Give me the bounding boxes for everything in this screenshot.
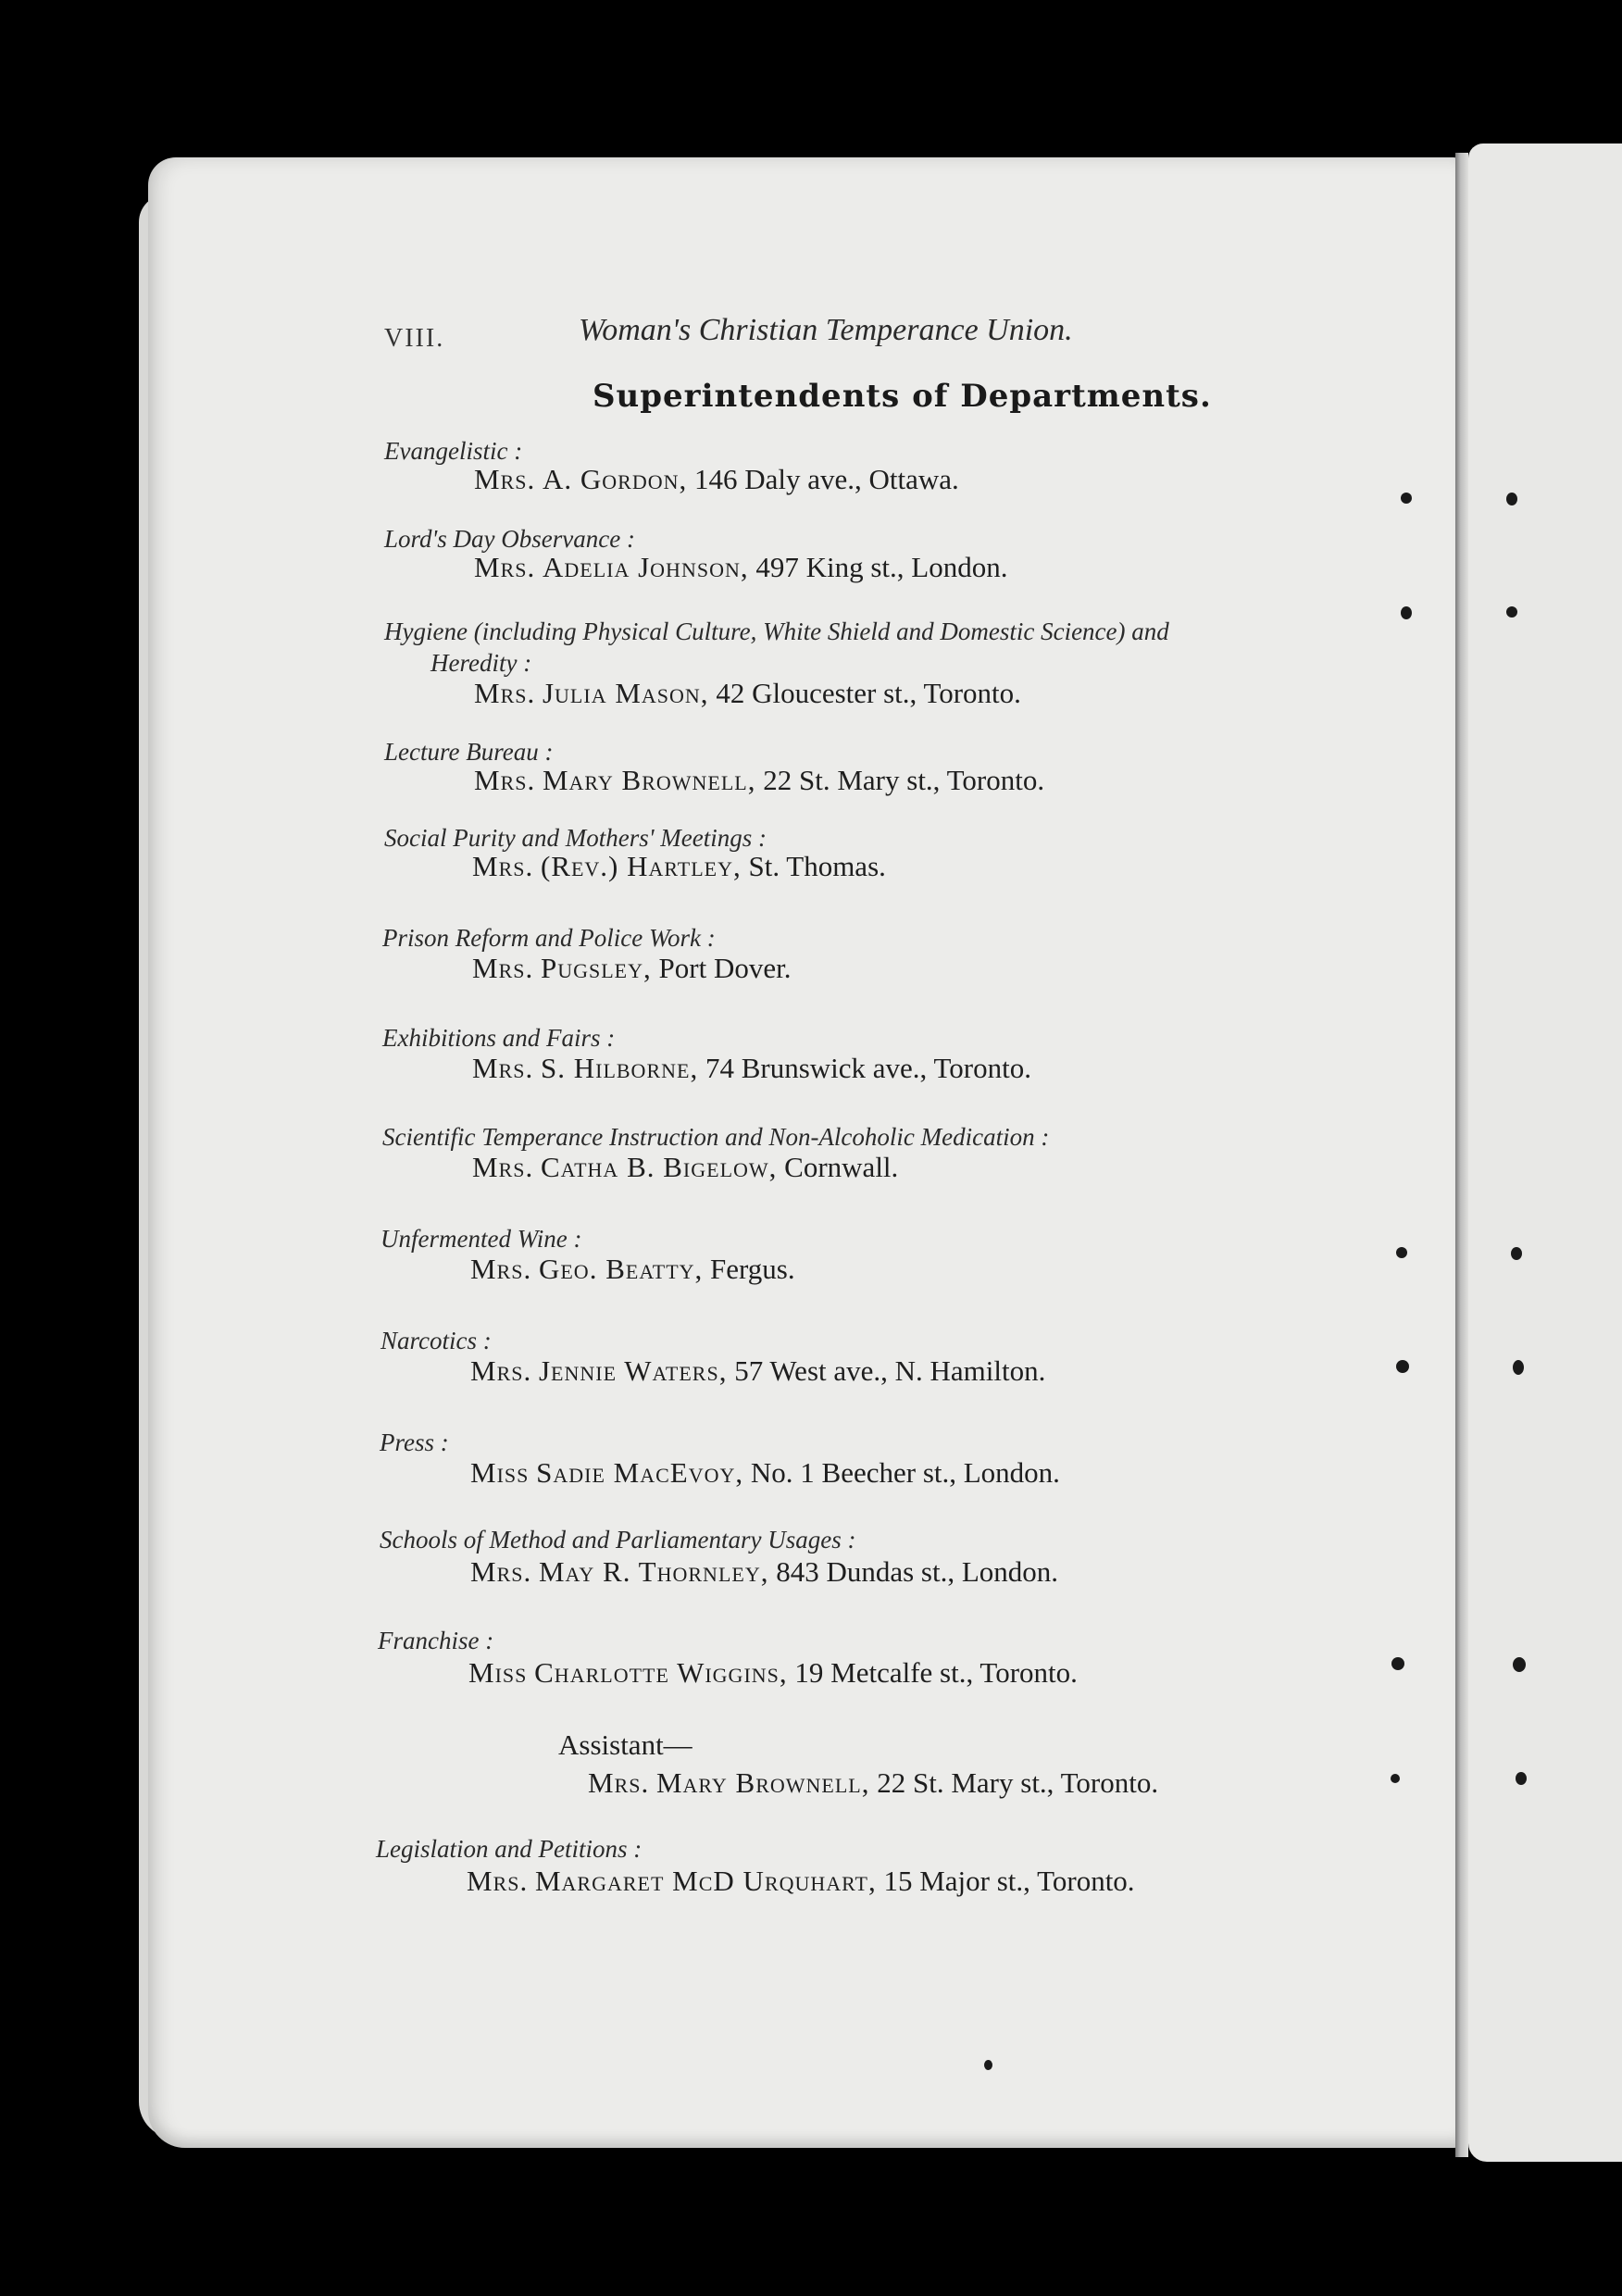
person-name: S. Hilborne, xyxy=(540,1052,699,1084)
binding-hole-mark xyxy=(1511,1247,1522,1260)
person-name: Catha B. Bigelow, xyxy=(540,1151,778,1183)
address: Cornwall. xyxy=(784,1151,899,1183)
person-name: Jennie Waters, xyxy=(538,1354,728,1387)
honorific: Mrs. xyxy=(472,1052,534,1084)
honorific: Miss xyxy=(470,1456,530,1489)
binding-hole-mark xyxy=(1506,606,1517,618)
binding-hole-mark xyxy=(1401,606,1412,619)
department-label: Schools of Method and Parliamentary Usages : xyxy=(380,1526,856,1554)
address: Port Dover. xyxy=(658,952,792,984)
address: 146 Daly ave., Ottawa. xyxy=(693,463,959,495)
superintendent-line xyxy=(472,850,886,883)
address: 497 King st., London. xyxy=(755,551,1008,583)
binding-hole-mark xyxy=(1513,1657,1526,1672)
ink-speck xyxy=(984,2060,992,2070)
honorific: Miss xyxy=(468,1656,528,1689)
address: 19 Metcalfe st., Toronto. xyxy=(794,1656,1078,1689)
running-title: Woman's Christian Temperance Union. xyxy=(579,313,1073,347)
page-number: VIII. xyxy=(384,324,445,353)
department-label: Hygiene (including Physical Culture, White Shield and Domestic Science) and xyxy=(384,618,1169,645)
department-label: Narcotics : xyxy=(381,1327,492,1354)
address: 22 St. Mary st., Toronto. xyxy=(877,1766,1159,1799)
address: No. 1 Beecher st., London. xyxy=(750,1456,1060,1489)
person-name: Geo. Beatty, xyxy=(538,1253,704,1285)
honorific: Mrs. xyxy=(474,551,536,583)
department-label: Unfermented Wine : xyxy=(381,1225,582,1253)
person-name: May R. Thornley, xyxy=(538,1555,769,1588)
superintendent-line xyxy=(474,463,959,496)
assistant-line xyxy=(588,1766,1158,1800)
address: 42 Gloucester st., Toronto. xyxy=(716,677,1021,709)
person-name: Mary Brownell, xyxy=(542,764,756,796)
binding-hole-mark xyxy=(1513,1360,1524,1375)
person-name: (Rev.) Hartley, xyxy=(540,850,742,882)
honorific: Mrs. xyxy=(470,1555,532,1588)
binding-hole-mark xyxy=(1516,1772,1527,1785)
department-label: Press : xyxy=(380,1429,449,1456)
binding-hole-mark xyxy=(1391,1657,1404,1670)
person-name: Julia Mason, xyxy=(542,677,709,709)
binding-hole-mark xyxy=(1396,1247,1407,1258)
address: Fergus. xyxy=(710,1253,795,1285)
address: 74 Brunswick ave., Toronto. xyxy=(705,1052,1031,1084)
honorific: Mrs. xyxy=(472,850,534,882)
superintendent-line xyxy=(474,677,1021,710)
honorific: Mrs. xyxy=(474,764,536,796)
superintendent-line xyxy=(470,1253,795,1286)
honorific: Mrs. xyxy=(474,677,536,709)
department-label-continued: Heredity : xyxy=(430,649,532,677)
department-label: Evangelistic : xyxy=(384,437,523,465)
honorific: Mrs. xyxy=(470,1253,532,1285)
superintendent-line xyxy=(470,1354,1045,1388)
binding-hole-mark xyxy=(1506,493,1517,505)
superintendent-line xyxy=(470,1456,1060,1490)
binding-hole-mark xyxy=(1401,493,1412,504)
address: 22 St. Mary st., Toronto. xyxy=(763,764,1045,796)
department-label: Prison Reform and Police Work : xyxy=(382,924,716,952)
superintendent-line xyxy=(470,1555,1058,1589)
honorific: Mrs. xyxy=(472,952,534,984)
address: 15 Major st., Toronto. xyxy=(883,1865,1135,1897)
binding-hole-mark xyxy=(1391,1774,1400,1783)
department-label: Lecture Bureau : xyxy=(384,738,554,766)
person-name: Charlotte Wiggins, xyxy=(534,1656,788,1689)
honorific: Mrs. xyxy=(467,1865,529,1897)
department-label: Exhibitions and Fairs : xyxy=(382,1024,616,1052)
honorific: Mrs. xyxy=(470,1354,532,1387)
person-name: Adelia Johnson, xyxy=(542,551,749,583)
department-label: Lord's Day Observance : xyxy=(384,525,635,553)
address: 57 West ave., N. Hamilton. xyxy=(734,1354,1046,1387)
honorific: Mrs. xyxy=(588,1766,650,1799)
superintendent-line xyxy=(472,1151,898,1184)
department-label: Social Purity and Mothers' Meetings : xyxy=(384,824,767,852)
honorific: Mrs. xyxy=(474,463,536,495)
section-title: Superintendents of Departments. xyxy=(593,378,1212,415)
address: 843 Dundas st., London. xyxy=(776,1555,1059,1588)
person-name: Sadie MacEvoy, xyxy=(536,1456,744,1489)
department-label: Scientific Temperance Instruction and Non-Alcoholic Medication : xyxy=(382,1123,1050,1151)
superintendent-line xyxy=(472,952,791,985)
address: St. Thomas. xyxy=(748,850,886,882)
person-name: A. Gordon, xyxy=(542,463,688,495)
binding-hole-mark xyxy=(1396,1360,1409,1373)
superintendent-line xyxy=(468,1656,1078,1690)
superintendent-line xyxy=(472,1052,1031,1085)
person-name: Pugsley, xyxy=(540,952,652,984)
superintendent-line xyxy=(474,551,1007,584)
department-label: Franchise : xyxy=(378,1627,494,1654)
person-name: Mary Brownell, xyxy=(655,1766,870,1799)
assistant-label: Assistant— xyxy=(558,1728,692,1761)
superintendent-line xyxy=(467,1865,1135,1898)
honorific: Mrs. xyxy=(472,1151,534,1183)
person-name: Margaret McD Urquhart, xyxy=(534,1865,877,1897)
superintendent-line xyxy=(474,764,1044,797)
department-label: Legislation and Petitions : xyxy=(376,1835,643,1863)
